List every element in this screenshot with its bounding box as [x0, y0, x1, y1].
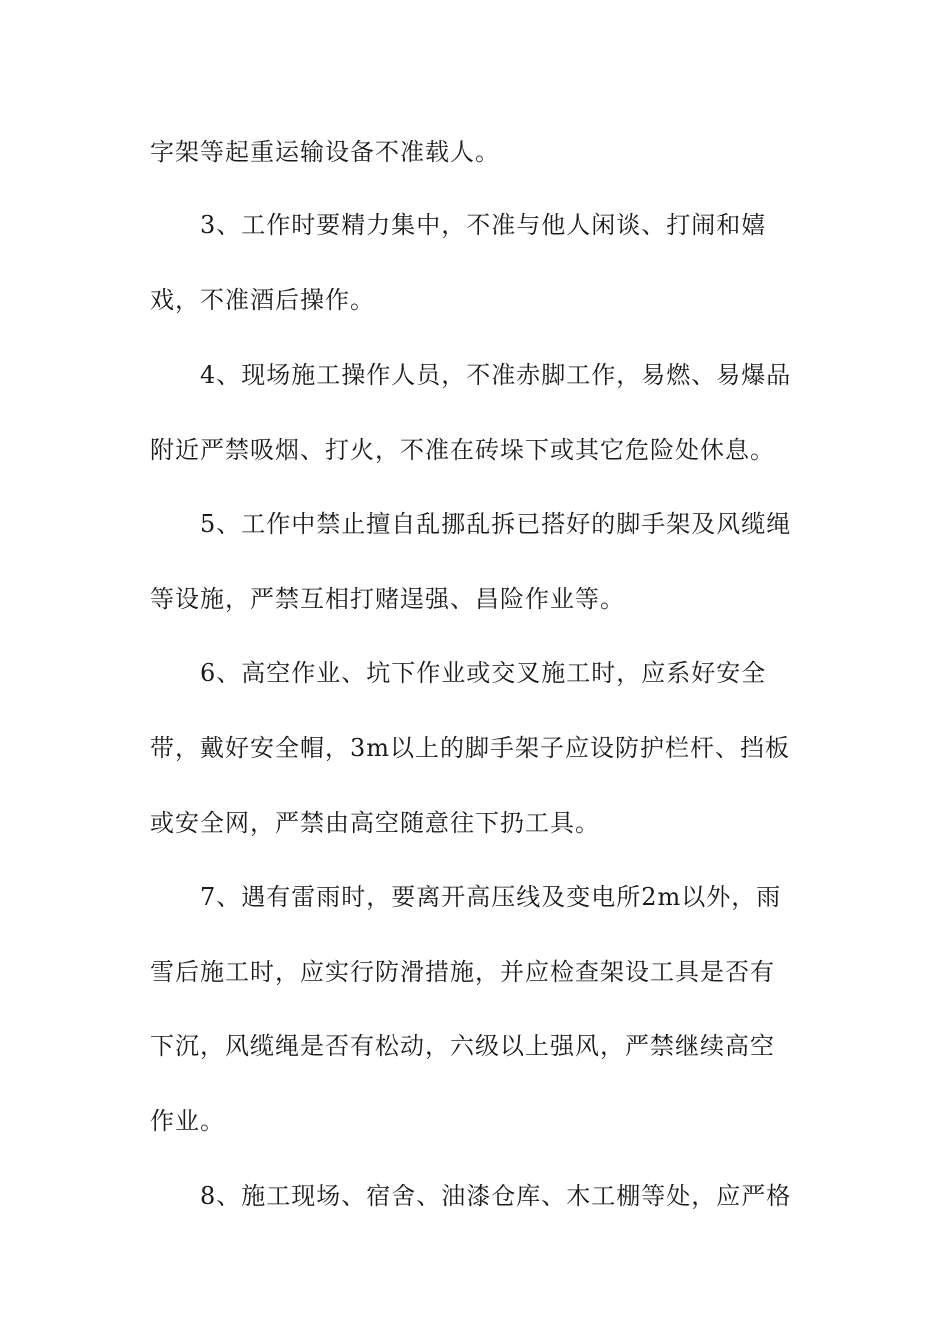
paragraph-line: 附近严禁吸烟、打火，不准在砖垛下或其它危险处休息。 — [150, 436, 775, 464]
paragraph-line: 戏，不准酒后操作。 — [150, 286, 375, 314]
paragraph-line: 7、遇有雷雨时，要离开高压线及变电所2m以外，雨 — [200, 883, 782, 911]
paragraph-line: 5、工作中禁止擅自乱挪乱拆已搭好的脚手架及风缆绳 — [200, 510, 792, 538]
paragraph-line: 3、工作时要精力集中，不准与他人闲谈、打闹和嬉 — [200, 211, 767, 239]
paragraph-line: 等设施，严禁互相打赌逞强、昌险作业等。 — [150, 585, 625, 613]
paragraph-line: 带，戴好安全帽，3m以上的脚手架子应设防护栏杆、挡板 — [150, 734, 791, 762]
paragraph-line: 4、现场施工操作人员，不准赤脚工作，易燃、易爆品 — [200, 361, 792, 389]
paragraph-line: 8、施工现场、宿舍、油漆仓库、木工棚等处，应严格 — [200, 1182, 792, 1210]
paragraph-line: 作业。 — [150, 1107, 225, 1135]
paragraph-line: 或安全网，严禁由高空随意往下扔工具。 — [150, 809, 600, 837]
paragraph-line: 雪后施工时，应实行防滑措施，并应检查架设工具是否有 — [150, 958, 775, 986]
paragraph-line: 下沉，风缆绳是否有松动，六级以上强风，严禁继续高空 — [150, 1032, 775, 1060]
paragraph-line: 字架等起重运输设备不准载人。 — [150, 138, 500, 166]
paragraph-line: 6、高空作业、坑下作业或交叉施工时，应系好安全 — [200, 659, 767, 687]
